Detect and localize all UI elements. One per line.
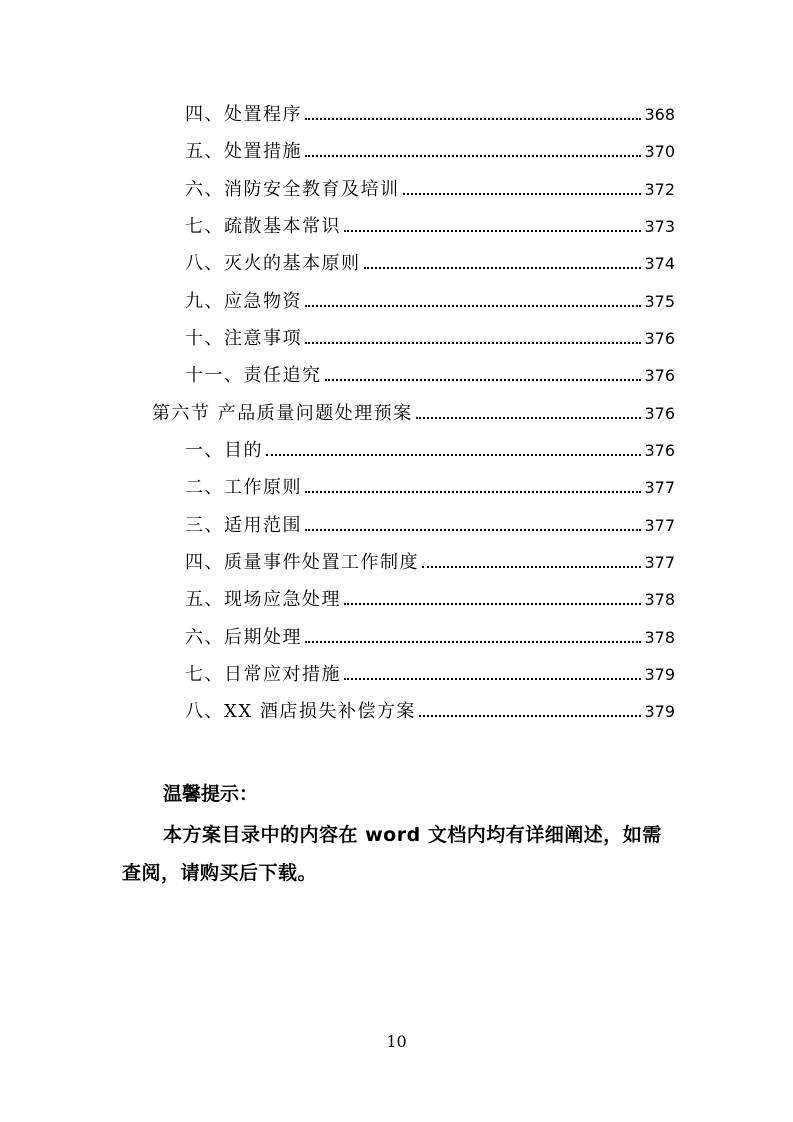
toc-entry-label: 七、日常应对措施: [185, 664, 341, 685]
toc-entry[interactable]: [185, 212, 675, 249]
toc-entry[interactable]: [185, 660, 675, 697]
toc-entry-label: 十一、责任追究: [185, 365, 322, 386]
toc-entry-label: 七、疏散基本常识: [185, 216, 341, 237]
toc-entry-page: 378: [644, 628, 675, 647]
toc-leader-dots: [305, 641, 641, 643]
toc-entry-page: 377: [644, 478, 675, 497]
toc-leader-dots: [305, 155, 641, 157]
toc-entry-page: 372: [644, 180, 675, 199]
toc-entry-label: 第六节 产品质量问题处理预案: [152, 403, 413, 424]
toc-entry[interactable]: [185, 473, 675, 510]
toc-entry-label: 八、XX 酒店损失补偿方案: [185, 701, 416, 722]
toc-entry-page: 379: [644, 702, 675, 721]
toc-entry[interactable]: [185, 623, 675, 660]
toc-leader-dots: [325, 379, 642, 381]
toc-section-entry[interactable]: [152, 399, 675, 436]
toc-leader-dots: [344, 603, 641, 605]
toc-entry[interactable]: [185, 249, 675, 286]
page-number: 10: [386, 1032, 407, 1051]
toc-entry-label: 四、处置程序: [185, 104, 302, 125]
toc-leader-dots: [305, 118, 641, 120]
toc-leader-dots: [266, 454, 641, 456]
toc-entry-page: 373: [644, 217, 675, 236]
toc-entry-page: 376: [644, 329, 675, 348]
toc-entry-page: 376: [644, 441, 675, 460]
toc-entry-label: 九、应急物资: [185, 291, 302, 312]
toc-entry-page: 376: [644, 404, 675, 423]
toc-entry-page: 375: [644, 292, 675, 311]
toc-entry-page: 377: [644, 516, 675, 535]
toc-leader-dots: [419, 715, 642, 717]
toc-entry-page: 378: [644, 590, 675, 609]
toc-leader-dots: [403, 193, 642, 195]
toc-entry-label: 五、处置措施: [185, 141, 302, 162]
toc-leader-dots: [305, 342, 641, 344]
toc-entry[interactable]: [185, 697, 675, 734]
notice-title: 温馨提示：: [163, 783, 259, 805]
toc-entry-label: 五、现场应急处理: [185, 589, 341, 610]
notice-body: 本方案目录中的内容在 word 文档内均有详细阐述，如需查阅，请购买后下载。: [122, 824, 662, 884]
toc-entry-label: 一、目的: [185, 440, 263, 461]
toc-leader-dots: [416, 417, 642, 419]
toc-entry[interactable]: [185, 137, 675, 174]
toc-leader-dots: [305, 491, 641, 493]
toc-leader-dots: [364, 267, 642, 269]
toc-entry[interactable]: [185, 548, 675, 585]
toc-entry[interactable]: [185, 287, 675, 324]
toc-entry-label: 十、注意事项: [185, 328, 302, 349]
toc-entry-label: 六、消防安全教育及培训: [185, 179, 400, 200]
toc-entry-label: 四、质量事件处置工作制度: [185, 552, 419, 573]
toc-entry[interactable]: [185, 361, 675, 398]
toc-entry[interactable]: [185, 436, 675, 473]
toc-entry[interactable]: [185, 100, 675, 137]
toc-entry-page: 374: [644, 254, 675, 273]
toc-leader-dots: [305, 529, 641, 531]
toc-entry-label: 二、工作原则: [185, 477, 302, 498]
toc-entry-page: 370: [644, 142, 675, 161]
toc-leader-dots: [305, 305, 641, 307]
toc-entry-label: 三、适用范围: [185, 515, 302, 536]
toc-entry-page: 368: [644, 105, 675, 124]
toc-entry-page: 376: [644, 366, 675, 385]
toc-entry[interactable]: [185, 324, 675, 361]
toc-entry-label: 六、后期处理: [185, 627, 302, 648]
toc-entry-page: 379: [644, 665, 675, 684]
toc-leader-dots: [422, 566, 641, 568]
toc-entry[interactable]: [185, 175, 675, 212]
toc-entry[interactable]: [185, 511, 675, 548]
toc-entry[interactable]: [185, 585, 675, 622]
toc-entry-label: 八、灭火的基本原则: [185, 253, 361, 274]
toc-leader-dots: [344, 230, 641, 232]
toc-entry-page: 377: [644, 553, 675, 572]
toc-leader-dots: [344, 678, 641, 680]
